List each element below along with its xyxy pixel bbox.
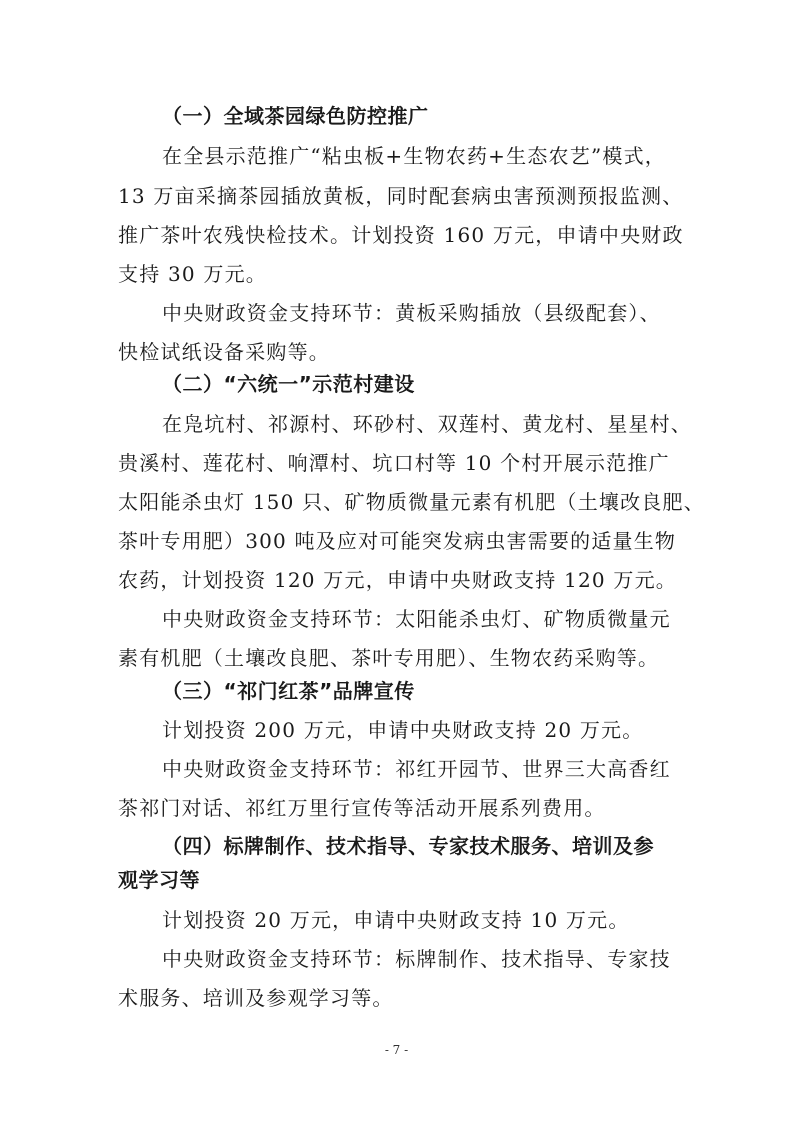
section-4-body-line-1: 计划投资 20 万元，申请中央财政支持 10 万元。 xyxy=(162,908,630,932)
section-2-body-line-1: 在凫坑村、祁源村、环砂村、双莲村、黄龙村、星星村、 xyxy=(162,412,692,436)
page-number: - 7 - xyxy=(384,1043,409,1057)
section-1-body-line-3: 推广茶叶农残快检技术。计划投资 160 万元，申请中央财政 xyxy=(118,223,684,247)
section-1-heading: （一）全域茶园绿色防控推广 xyxy=(162,104,429,128)
section-3-heading: （三）“祁门红茶”品牌宣传 xyxy=(162,679,415,703)
section-3-support-line-2: 茶祁门对话、祁红万里行宣传等活动开展系列费用。 xyxy=(118,796,606,820)
section-4-support-line-1: 中央财政资金支持环节：标牌制作、技术指导、专家技 xyxy=(162,947,671,971)
section-2-support-line-2: 素有机肥（土壤改良肥、茶叶专用肥）、生物农药采购等。 xyxy=(118,646,660,670)
section-1-support-line-1: 中央财政资金支持环节：黄板采购插放（县级配套）、 xyxy=(162,301,661,325)
section-2-support-line-1: 中央财政资金支持环节：太阳能杀虫灯、矿物质微量元 xyxy=(162,607,671,631)
section-4-support-line-2: 术服务、培训及参观学习等。 xyxy=(118,986,394,1010)
section-2-body-line-4: 茶叶专用肥）300 吨及应对可能突发病虫害需要的适量生物 xyxy=(118,529,677,553)
section-4-heading-line-1: （四）标牌制作、技术指导、专家技术服务、培训及参 xyxy=(162,834,654,858)
section-3-body-line-1: 计划投资 200 万元，申请中央财政支持 20 万元。 xyxy=(162,718,644,742)
section-2-body-line-2: 贵溪村、莲花村、响潭村、坑口村等 10 个村开展示范推广 xyxy=(118,451,670,475)
section-3-support-line-1: 中央财政资金支持环节：祁红开园节、世界三大高香红 xyxy=(162,757,671,781)
section-1-body-line-4: 支持 30 万元。 xyxy=(118,262,267,286)
section-2-body-line-3: 太阳能杀虫灯 150 只、矿物质微量元素有机肥（土壤改良肥、 xyxy=(118,490,705,514)
section-1-body-line-1: 在全县示范推广“粘虫板+生物农药+生态农艺”模式， xyxy=(162,144,666,168)
section-1-body-line-2: 13 万亩采摘茶园插放黄板，同时配套病虫害预测预报监测、 xyxy=(118,184,684,208)
section-4-heading-line-2: 观学习等 xyxy=(118,868,200,892)
section-1-support-line-2: 快检试纸设备采购等。 xyxy=(118,340,330,364)
section-2-heading: （二）“六统一”示范村建设 xyxy=(162,372,415,396)
section-2-body-line-5: 农药，计划投资 120 万元，申请中央财政支持 120 万元。 xyxy=(118,568,677,592)
